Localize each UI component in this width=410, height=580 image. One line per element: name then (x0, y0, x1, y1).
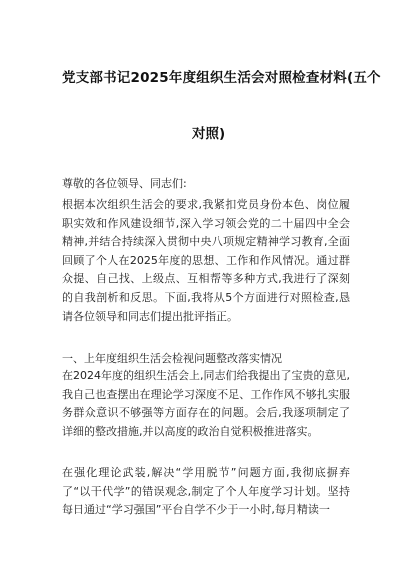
document-title: 党支部书记2025年度组织生活会对照检查材料(五个 (62, 70, 381, 86)
section-1-paragraph-2: 在强化理论武装,解决“学用脱节”问题方面,我彻底摒弃了“以干代学”的错误观念,制定了个人年度学习计划。坚持每日通过“学习强国”平台自学不少于一小时,每月精读一 (62, 466, 350, 517)
section-heading-1: 一、上年度组织生活会检视问题整改落实情况 (62, 352, 282, 365)
document-title-continued: 对照) (192, 126, 226, 142)
section-1-paragraph-1: 在2024年度的组织生活会上,同志们给我提出了宝贵的意见,我自己也查摆出在理论学习深度不足、工作作风不够扎实服务群众意识不够强等方面存在的问题。会后,我逐项制定了详细的整改措施,并以高度的政治自觉积极推进落实。 (62, 369, 350, 438)
salutation: 尊敬的各位领导、同志们: (62, 177, 187, 190)
intro-paragraph: 根据本次组织生活会的要求,我紧扣党员身份本色、岗位履职实效和作风建设细节,深入学习领会党的二十届四中全会精神,并结合持续深入贯彻中央八项规定精神学习教育,全面回顾了个人在2025年度的思想、工作和作风情况。通过群众提、自己找、上级点、互相帮等多种方式,我进行了深刻的自我剖析和反思。下面,我将从5个方面进行对照检查,恳请各位领导和同志们提出批评指正。 (62, 198, 350, 323)
